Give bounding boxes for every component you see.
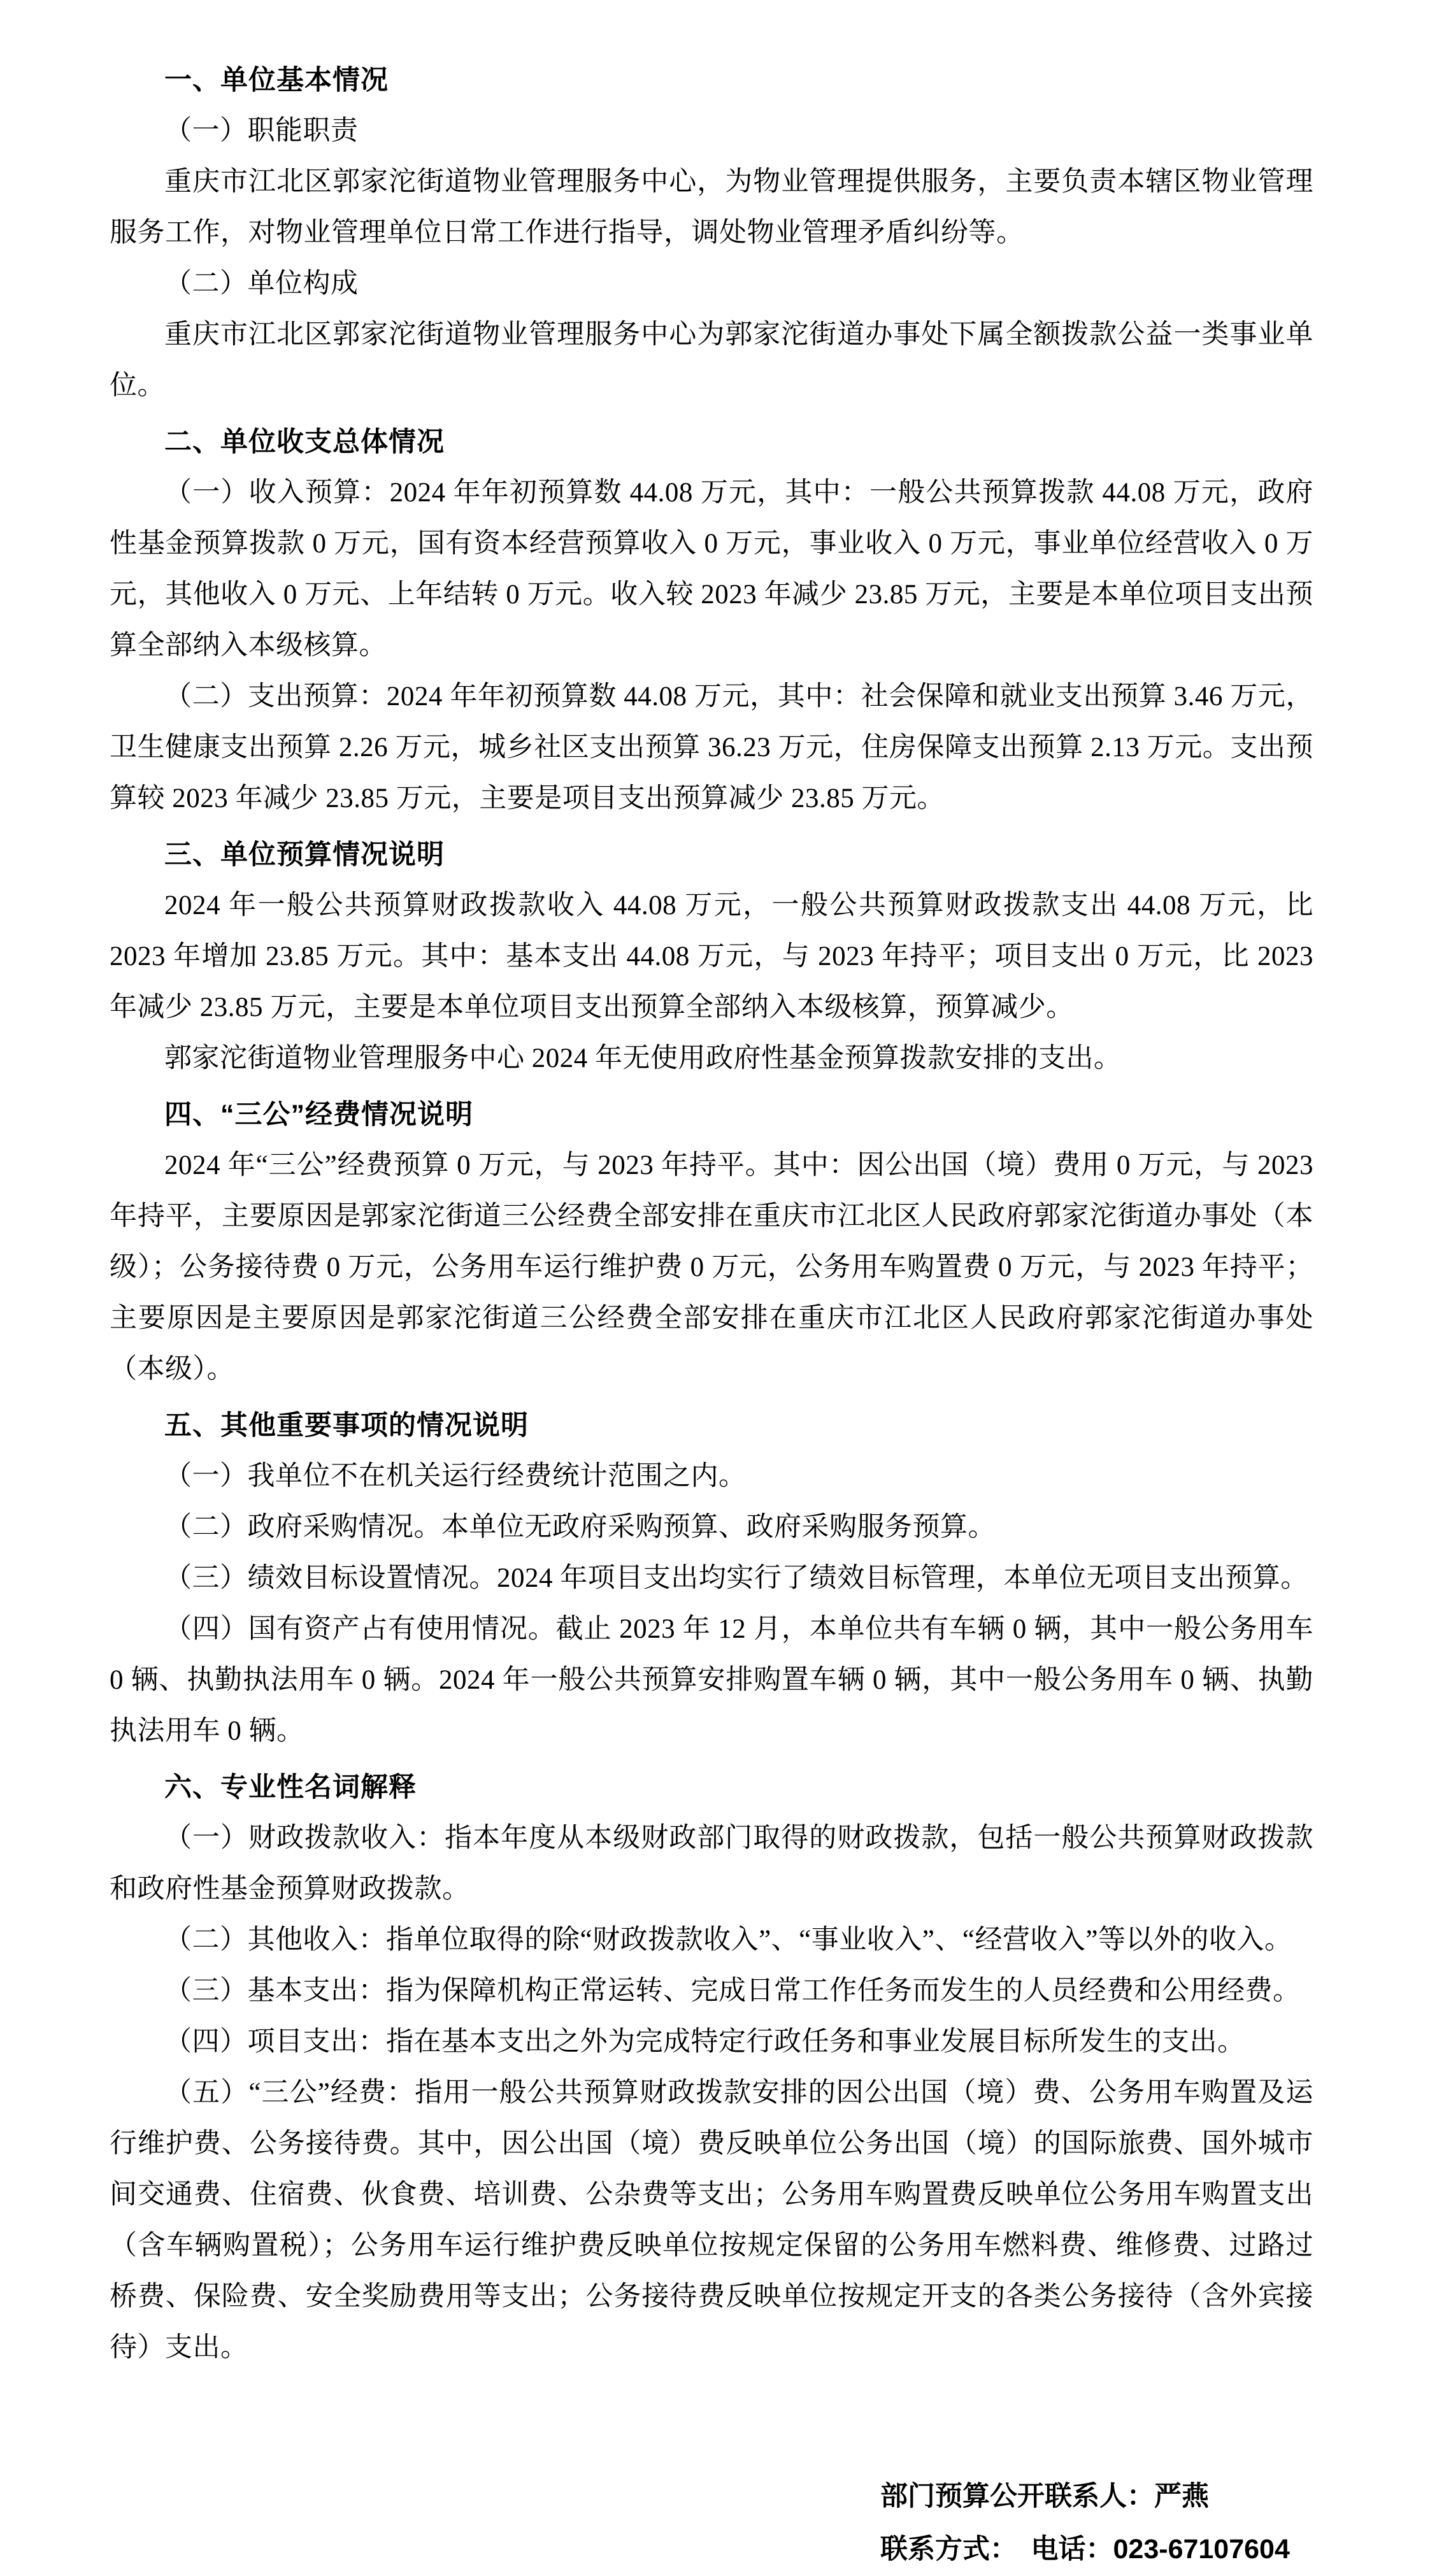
section-budget-explanation bbox=[110, 829, 1313, 1084]
paragraph-term-other-income: （二）其他收入：指单位取得的除“财政拨款收入”、“事业收入”、“经营收入”等以外的收入。 bbox=[164, 1925, 1292, 1955]
section-other-important-matters bbox=[110, 1400, 1313, 1757]
section-heading-income-expense-overview: 二、单位收支总体情况 bbox=[164, 427, 445, 457]
paragraph-term-basic-expenditure: （三）基本支出：指为保障机构正常运转、完成日常工作任务而发生的人员经费和公用经费。 bbox=[164, 1976, 1301, 2006]
section-three-public-expenses bbox=[110, 1089, 1313, 1395]
subheading-duties: （一）职能职责 bbox=[164, 116, 359, 146]
document-footer bbox=[110, 2470, 1313, 2576]
section-heading-other-important-matters: 五、其他重要事项的情况说明 bbox=[164, 1410, 529, 1441]
section-terminology bbox=[110, 1762, 1313, 2373]
paragraph-expense-budget: （二）支出预算：2024 年年初预算数 44.08 万元，其中：社会保障和就业支出预算 3.46 万元，卫生健康支出预算 2.26 万元，城乡社区支出预算 36.23 万元，住房保障支出预算 2.13 万元。支出预算较 2023 年减少 23.85 万元，主要是项目支出预算减少 23.85 万元。 bbox=[110, 682, 1313, 813]
paragraph-term-project-expenditure: （四）项目支出：指在基本支出之外为完成特定行政任务和事业发展目标所发生的支出。 bbox=[164, 2027, 1245, 2057]
paragraph-state-assets-usage: （四）国有资产占有使用情况。截止 2023 年 12 月，本单位共有车辆 0 辆，其中一般公务用车 0 辆、执勤执法用车 0 辆。2024 年一般公共预算安排购置车辆 0 辆，其中一般公务用车 0 辆、执勤执法用车 0 辆。 bbox=[110, 1614, 1313, 1746]
subheading-unit-composition: （二）单位构成 bbox=[164, 269, 359, 299]
paragraph-term-three-public-definition: （五）“三公”经费：指用一般公共预算财政拨款安排的因公出国（境）费、公务用车购置及运行维护费、公务接待费。其中，因公出国（境）费反映单位公务出国（境）的国际旅费、国外城市间交通费、住宿费、伙食费、培训费、公杂费等支出；公务用车购置费反映单位公务用车购置支出（含车辆购置税）；公务用车运行维护费反映单位按规定保留的公务用车燃料费、维修费、过路过桥费、保险费、安全奖励费用等支出；公务接待费反映单位按规定开支的各类公务接待（含外宾接待）支出。 bbox=[110, 2078, 1313, 2363]
section-heading-terminology: 六、专业性名词解释 bbox=[164, 1772, 417, 1803]
paragraph-government-fund-note: 郭家沱街道物业管理服务中心 2024 年无使用政府性基金预算拨款安排的支出。 bbox=[164, 1043, 1122, 1073]
footer-contact-phone: 联系方式： 电话：023-67107604 bbox=[880, 2534, 1290, 2565]
paragraph-term-fiscal-appropriation-income: （一）财政拨款收入：指本年度从本级财政部门取得的财政拨款，包括一般公共预算财政拨款和政府性基金预算财政拨款。 bbox=[110, 1823, 1313, 1904]
paragraph-public-budget-appropriation: 2024 年一般公共预算财政拨款收入 44.08 万元，一般公共预算财政拨款支出 44.08 万元，比 2023 年增加 23.85 万元。其中：基本支出 44.08 万元，与 2023 年持平；项目支出 0 万元，比 2023 年减少 23.85 万元，主要是本单位项目支出预算全部纳入本级核算，预算减少。 bbox=[110, 891, 1313, 1022]
section-heading-budget-explanation: 三、单位预算情况说明 bbox=[164, 840, 445, 870]
section-unit-basic-info bbox=[110, 55, 1313, 411]
paragraph-duties-detail: 重庆市江北区郭家沱街道物业管理服务中心，为物业管理提供服务，主要负责本辖区物业管理服务工作，对物业管理单位日常工作进行指导，调处物业管理矛盾纠纷等。 bbox=[110, 167, 1313, 248]
paragraph-agency-operation-scope: （一）我单位不在机关运行经费统计范围之内。 bbox=[164, 1461, 747, 1491]
section-heading-unit-basic-info: 一、单位基本情况 bbox=[164, 65, 389, 96]
paragraph-three-public-detail: 2024 年“三公”经费预算 0 万元，与 2023 年持平。其中：因公出国（境）费用 0 万元，与 2023 年持平，主要原因是郭家沱街道三公经费全部安排在重庆市江北区人民政府郭家沱街道办事处（本级）；公务接待费 0 万元，公务用车运行维护费 0 万元，公务用车购置费 0 万元，与 2023 年持平；主要原因是主要原因是郭家沱街道三公经费全部安排在重庆市江北区人民政府郭家沱街道办事处（本级）。 bbox=[110, 1150, 1313, 1384]
footer-contact-person: 部门预算公开联系人：严燕 bbox=[880, 2481, 1209, 2512]
paragraph-unit-composition-detail: 重庆市江北区郭家沱街道物业管理服务中心为郭家沱街道办事处下属全额拨款公益一类事业单位。 bbox=[110, 320, 1313, 401]
paragraph-performance-targets: （三）绩效目标设置情况。2024 年项目支出均实行了绩效目标管理，本单位无项目支出预算。 bbox=[164, 1563, 1308, 1593]
paragraph-government-procurement: （二）政府采购情况。本单位无政府采购预算、政府采购服务预算。 bbox=[164, 1512, 996, 1542]
section-income-expense-overview bbox=[110, 417, 1313, 824]
section-heading-three-public-expenses: 四、“三公”经费情况说明 bbox=[164, 1099, 473, 1130]
paragraph-income-budget: （一）收入预算：2024 年年初预算数 44.08 万元，其中：一般公共预算拨款 44.08 万元，政府性基金预算拨款 0 万元，国有资本经营预算收入 0 万元，事业收入 0 万元，事业单位经营收入 0 万元，其他收入 0 万元、上年结转 0 万元。收入较 2023 年减少 23.85 万元，主要是本单位项目支出预算全部纳入本级核算。 bbox=[110, 478, 1313, 661]
